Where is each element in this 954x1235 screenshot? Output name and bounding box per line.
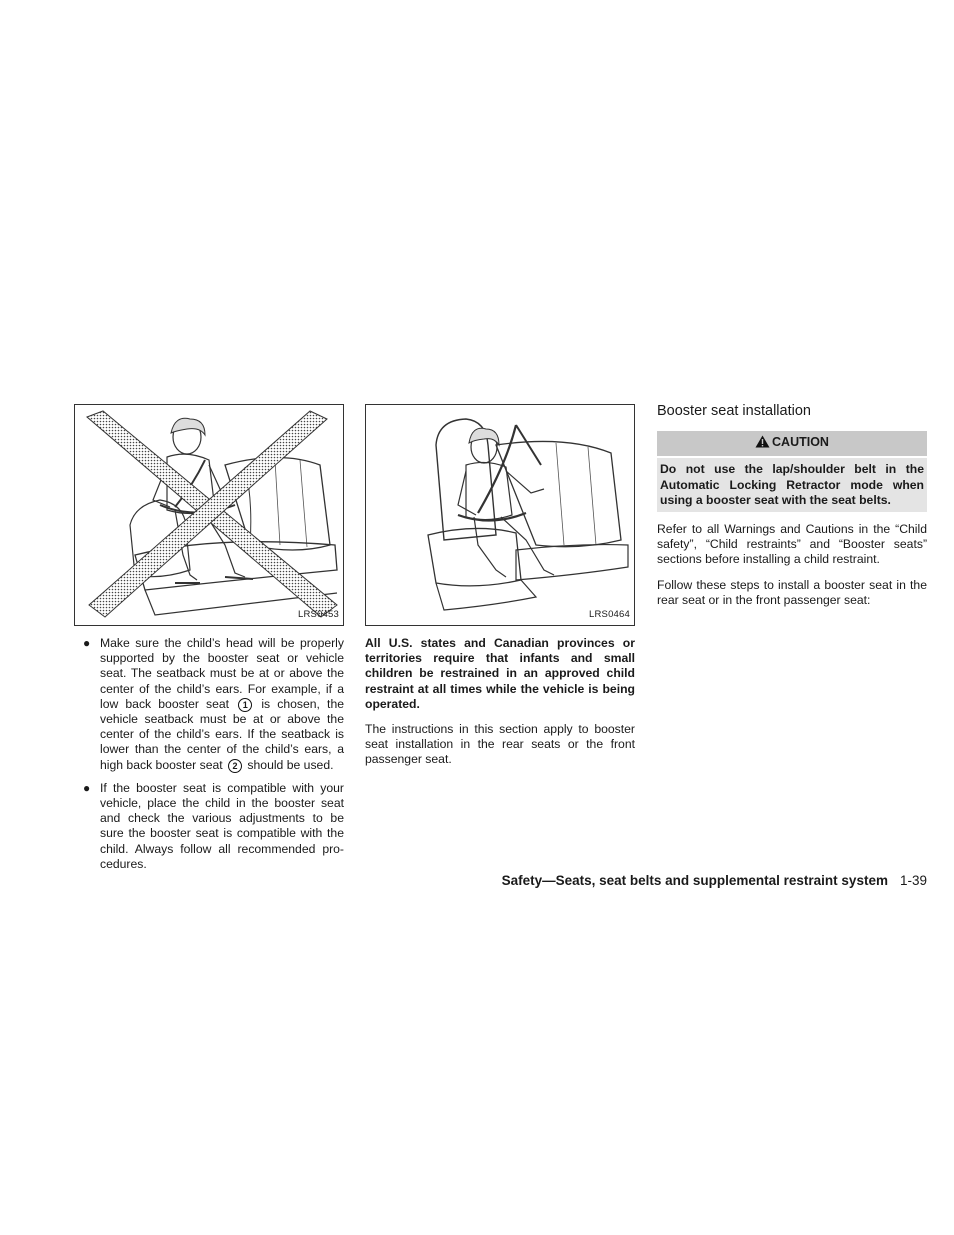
legal-warning: All U.S. states and Canadian provinces or territories require that infants and small children be restrained in an approved child restraint at all times while the vehicle is being operated. xyxy=(365,636,635,711)
bullet-list xyxy=(74,636,344,872)
callout-1-icon: 1 xyxy=(238,698,252,712)
bullet-text: is chosen, the vehicle seatback must be at or above the center of the child’s ears. If the seatback is lower than the center of the child’s ears, a high back booster seat xyxy=(100,696,344,772)
callout-2-icon: 2 xyxy=(228,759,242,773)
section-title: Booster seat installation xyxy=(657,403,811,419)
middle-column xyxy=(365,404,635,768)
illustration-correct-booster xyxy=(366,405,634,625)
paragraph-refer: Refer to all Warnings and Cautions in the “Child safety”, “Child restraints” and “Booster seats” sections before installing a child restraint. xyxy=(657,522,927,567)
caution-header xyxy=(657,431,927,456)
figure-code: LRS0464 xyxy=(588,608,630,620)
instruction-paragraph: The instructions in this section apply to booster seat installation in the rear seats or the front passenger seat. xyxy=(365,722,635,767)
caution-label: CAUTION xyxy=(772,435,829,450)
list-item xyxy=(74,636,344,773)
left-column xyxy=(74,404,344,880)
caution-text: Do not use the lap/shoulder belt in the Automatic Locking Retractor mode when using a booster seat with the seat belts. xyxy=(657,458,927,512)
illustration-incorrect-booster xyxy=(75,405,343,625)
page-number: 1-39 xyxy=(899,873,927,888)
bullet-text: should be used. xyxy=(247,757,334,772)
caution-box xyxy=(657,431,927,512)
figure-low-back-booster-incorrect xyxy=(74,404,344,626)
figure-high-back-booster-correct xyxy=(365,404,635,626)
bullet-text: If the booster seat is compatible with your vehicle, place the child in the booster seat and check the various adjustments to be sure the booster seat is compatible with the child. Always follow all recommended pro- cedures. xyxy=(100,780,344,871)
figure-code: LRS0453 xyxy=(297,608,339,620)
warning-triangle-icon xyxy=(755,435,770,452)
paragraph-steps: Follow these steps to install a booster seat in the rear seat or in the front passenger seat: xyxy=(657,577,927,607)
footer-section-title: Safety—Seats, seat belts and supplemental restraint system xyxy=(501,873,888,888)
bullet-icon: ● xyxy=(83,780,91,795)
page-footer xyxy=(430,873,927,888)
right-column xyxy=(657,404,927,608)
bullet-text: Make sure the child’s head will be properly supported by the booster seat or vehicle seat. The seatback must be at or above the center of the child’s ears. For example, if a low back booster seat xyxy=(100,636,344,711)
list-item xyxy=(74,781,344,872)
bullet-icon: ● xyxy=(83,636,91,650)
